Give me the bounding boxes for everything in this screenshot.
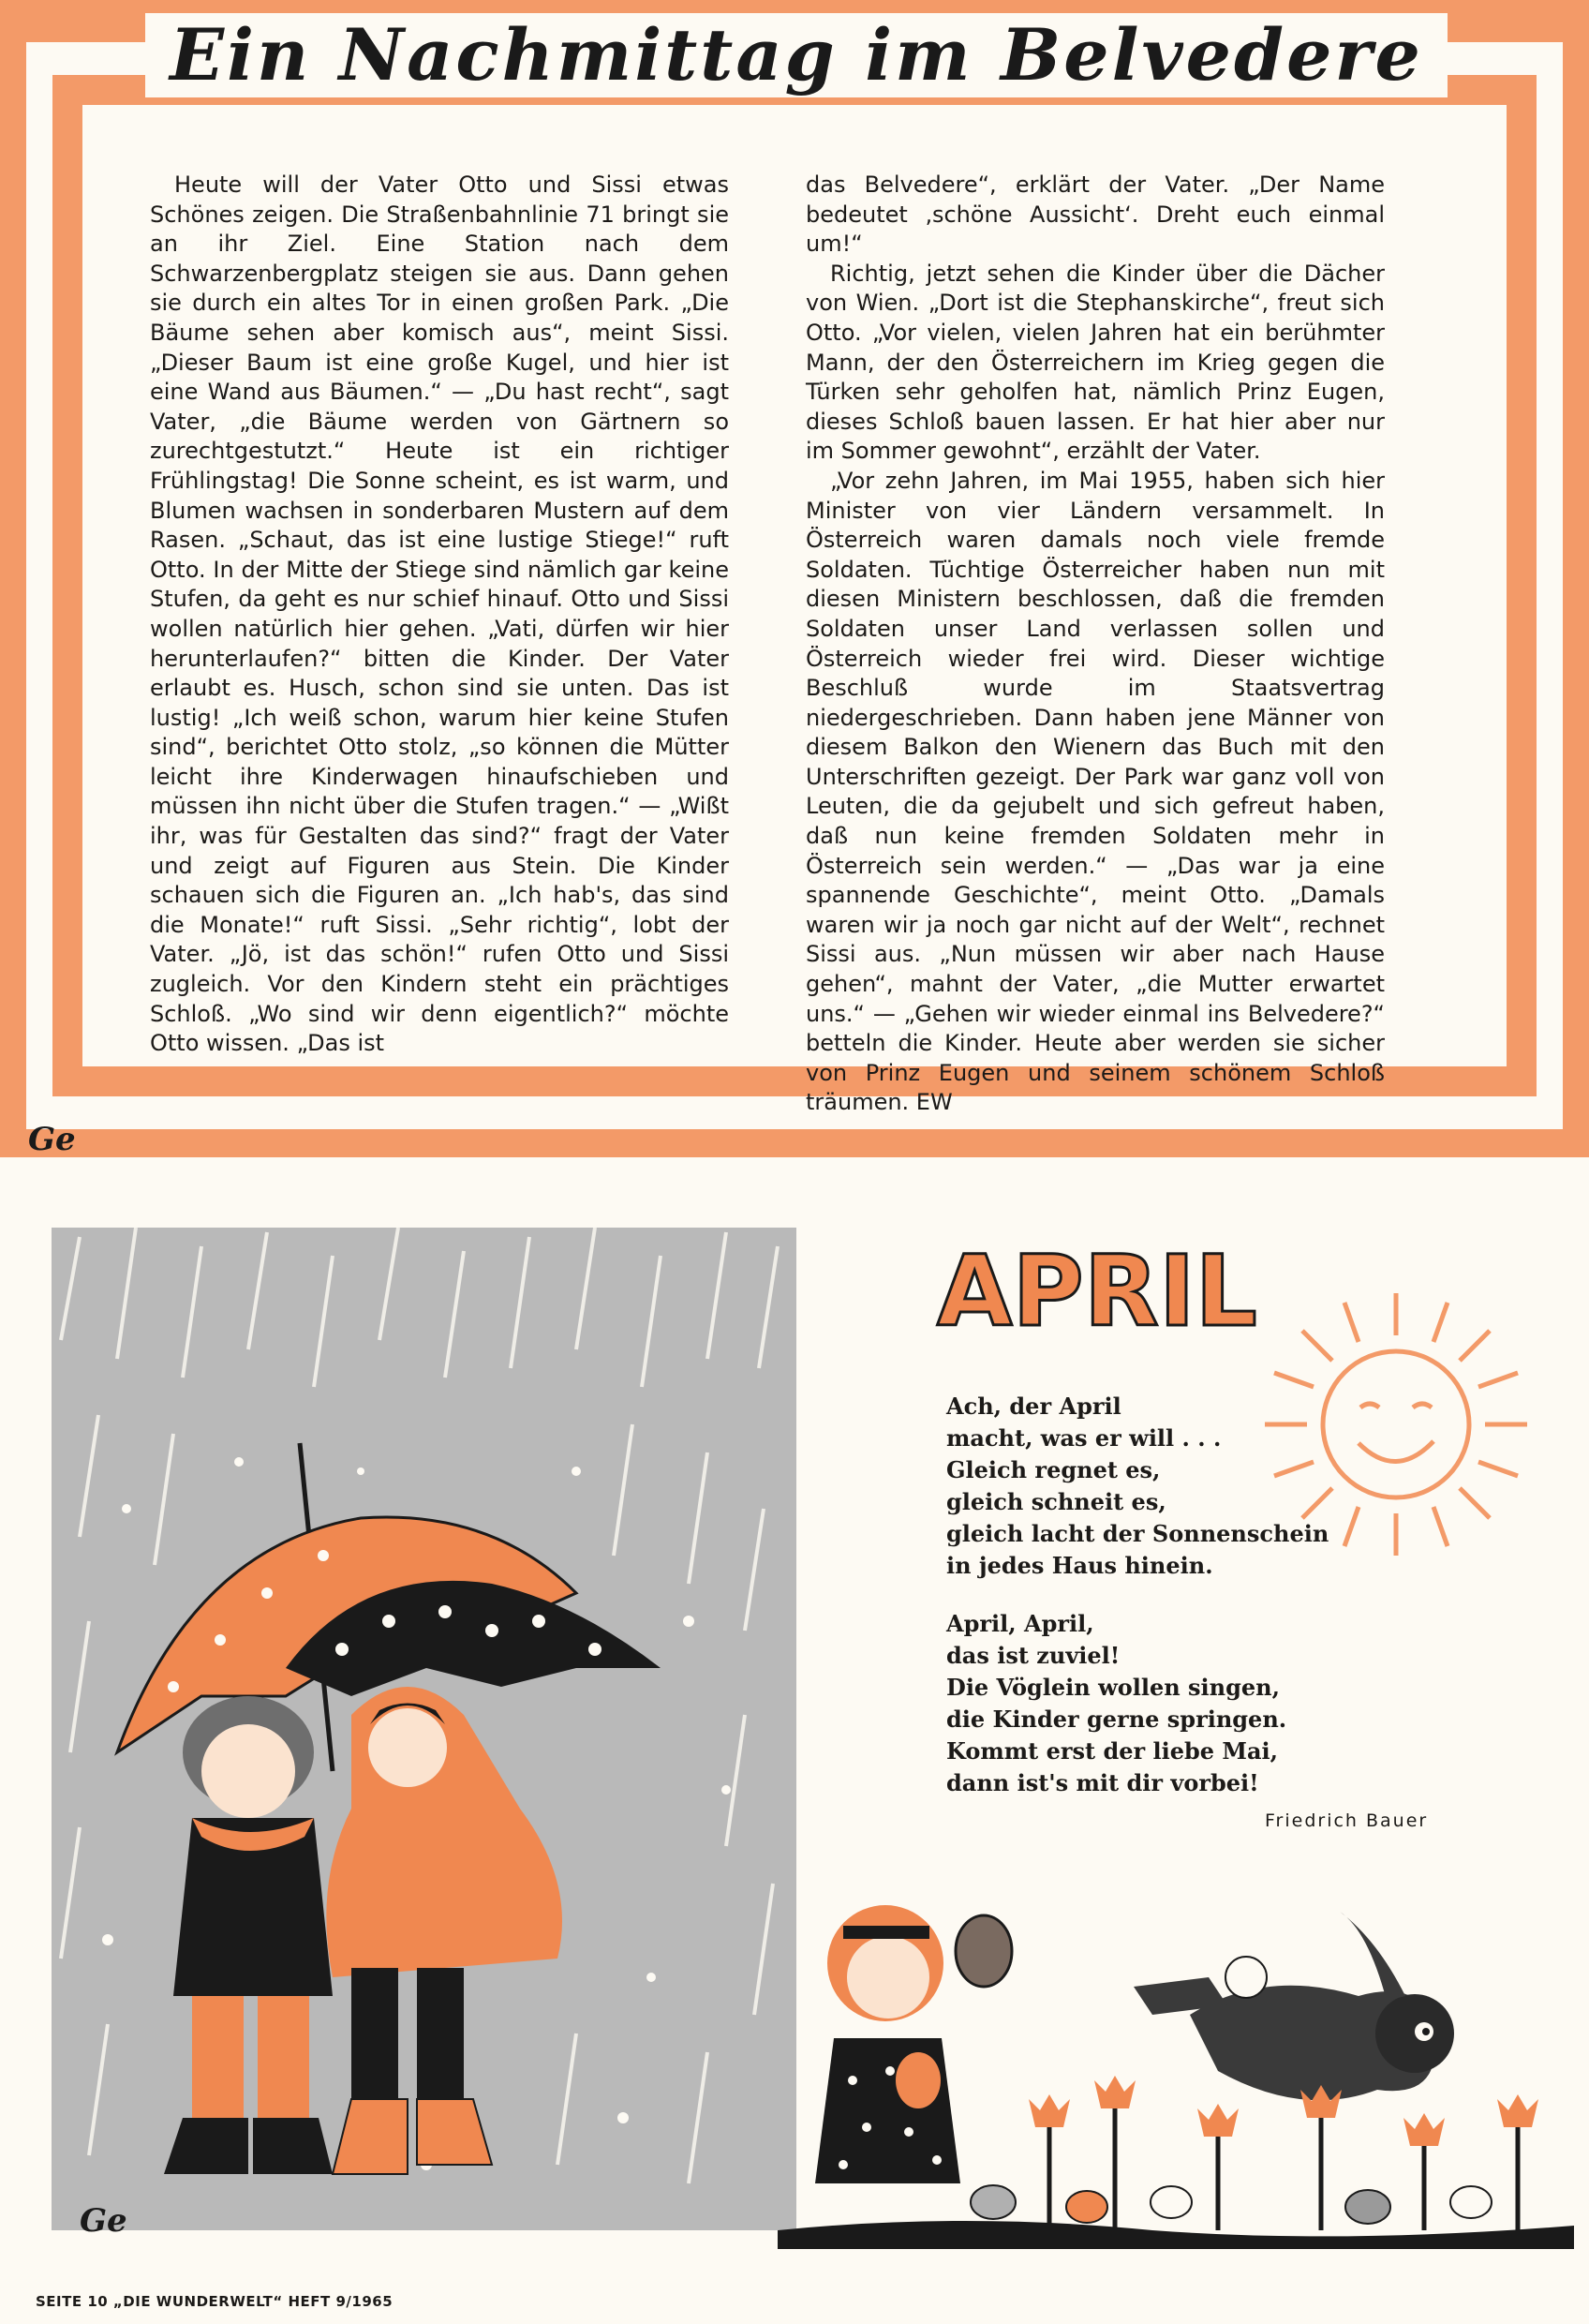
- april-letter: R: [1083, 1234, 1159, 1348]
- poem-line: dann ist's mit dir vorbei!: [946, 1769, 1259, 1796]
- girl-leg-left: [192, 1996, 244, 2127]
- page-footer: SEITE 10 „DIE WUNDERWELT“ HEFT 9/1965: [36, 2293, 394, 2310]
- story-column-left: [150, 171, 729, 1059]
- april-letter: P: [1012, 1234, 1084, 1348]
- boy-leg-right: [417, 1968, 464, 2108]
- poem-line: Gleich regnet es,: [946, 1456, 1161, 1483]
- story-column-right: [806, 171, 1385, 1118]
- artist-signature-illustration: Ge: [80, 2202, 127, 2240]
- poem-line: macht, was er will . . .: [946, 1424, 1222, 1452]
- held-egg: [956, 1915, 1012, 1987]
- girl-boot-right: [253, 2118, 333, 2174]
- rabbit-tail: [1225, 1957, 1267, 1998]
- poem-line: Die Vöglein wollen singen,: [946, 1674, 1280, 1701]
- girl-face: [201, 1724, 295, 1818]
- poem-line: Ach, der April: [946, 1393, 1121, 1420]
- orange-egg: [896, 2052, 941, 2108]
- story-paragraph: das Belvedere“, erklärt der Vater. „Der Name bedeutet ‚schöne Aussicht‘. Dreht euch einmal um!“: [806, 171, 1385, 258]
- rabbit-head: [1375, 1994, 1454, 2073]
- poem-line: in jedes Haus hinein.: [946, 1552, 1213, 1579]
- children-umbrella-illustration: [52, 1228, 796, 2230]
- poem-line: Kommt erst der liebe Mai,: [946, 1737, 1278, 1765]
- story-paragraph: Richtig, jetzt sehen die Kinder über die Dächer von Wien. „Dort ist die Stephanskirche“, freut sich Otto. „Vor vielen, vielen Jahren hat ein berühmter Mann, der den Österreichern im Krieg gegen die Türken sehr geholfen hat, nämlich Prinz Eugen, dieses Schloß bauen lassen. Er hat hier aber nur im Sommer gewohnt“, erzählt der Vater.: [806, 260, 1385, 465]
- story-paragraph: Heute will der Vater Otto und Sissi etwas Schönes zeigen. Die Straßenbahnlinie 71 bringt sie an ihr Ziel. Eine Station nach dem Schwarzenbergplatz steigen sie aus. Dann gehen sie durch ein altes Tor in einen großen Park. „Die Bäume sehen aber komisch aus“, meint Sissi. „Dieser Baum ist eine große Kugel, und hier ist eine Wand aus Bäumen.“ — „Du hast recht“, sagt Vater, „die Bäume werden von Gärtnern so zurechtgestutzt.“ Heute ist ein richtiger Frühlingstag! Die Sonne scheint, es ist warm, und Blumen wachsen in sonderbaren Mustern auf dem Rasen. „Schaut, das ist eine lustige Stiege!“ ruft Otto. In der Mitte der Stiege sind nämlich gar keine Stufen, da geht es nur schief hinauf. Otto und Sissi wollen natürlich hier gehen. „Vati, dürfen wir hier herunterlaufen?“ bitten die Kinder. Der Vater erlaubt es. Husch, schon sind sie unten. Das ist lustig! „Ich weiß schon, warum hier keine Stufen sind“, berichtet Otto stolz, „so können die Mütter leicht ihre Kinderwagen hinaufschieben und müssen ihn nicht über die Stufen tragen.“ — „Wißt ihr, was für Gestalten das sind?“ fragt der Vater und zeigt auf Figuren aus Stein. Die Kinder schauen sich die Figuren an. „Ich hab's, das sind die Monate!“ ruft Sissi. „Sehr richtig“, lobt der Vater. „Jö, ist das schön!“ rufen Otto und Sissi zugleich. Vor den Kindern steht ein prächtiges Schloß. „Wo sind wir denn eigentlich?“ möchte Otto wissen. „Das ist: [150, 171, 729, 1057]
- poem-line: gleich schneit es,: [946, 1488, 1166, 1515]
- artist-signature: Ge: [28, 1121, 76, 1158]
- easter-girl-rabbit-illustration: [778, 1874, 1574, 2249]
- poem-line: gleich lacht der Sonnenschein: [946, 1520, 1329, 1547]
- title-banner: [112, 13, 1480, 97]
- april-letter: I: [1158, 1234, 1195, 1348]
- grass: [778, 2221, 1574, 2249]
- april-heading: [937, 1234, 1257, 1348]
- page-title: Ein Nachmittag im Belvedere: [145, 13, 1448, 97]
- poem-author: Friedrich Bauer: [1265, 1810, 1429, 1831]
- april-poem: [946, 1391, 1329, 1799]
- girl-leg-right: [258, 1996, 309, 2127]
- girl-face: [847, 1936, 929, 2019]
- rabbit-ear: [1340, 1912, 1405, 2001]
- poem-line: die Kinder gerne springen.: [946, 1706, 1287, 1733]
- poem-line: das ist zuviel!: [946, 1642, 1121, 1669]
- poem-line: April, April,: [946, 1610, 1094, 1637]
- story-paragraph: „Vor zehn Jahren, im Mai 1955, haben sich hier Minister von vier Ländern versammelt. In Österreich waren damals noch viele fremde Soldaten. Tüchtige Österreicher haben nun mit diesen Ministern beschlossen, daß die fremden Soldaten unser Land verlassen sollen und Österreich wieder frei wird. Dieser wichtige Beschluß wurde im Staatsvertrag niedergeschrieben. Dann haben jene Männer von diesem Balkon den Wienern das Buch mit den Unterschriften gezeigt. Der Park war ganz voll von Leuten, die da gejubelt und sich gefreut haben, daß nun keine fremden Soldaten mehr in Österreich sein werden.“ — „Das war ja eine spannende Geschichte“, meint Otto. „Damals waren wir ja noch gar nicht auf der Welt“, rechnet Sissi aus. „Nun müssen wir aber nach Hause gehen“, mahnt der Vater, „die Mutter erwartet uns.“ — „Gehen wir wieder einmal ins Belvedere?“ betteln die Kinder. Heute aber werden sie sicher von Prinz Eugen und seinem schönem Schloß träumen. EW: [806, 467, 1385, 1116]
- april-letter: L: [1195, 1234, 1257, 1348]
- april-letter: A: [937, 1234, 1013, 1348]
- boy-leg-left: [351, 1968, 398, 2118]
- boy-face: [368, 1708, 447, 1787]
- girl-headband: [843, 1926, 929, 1939]
